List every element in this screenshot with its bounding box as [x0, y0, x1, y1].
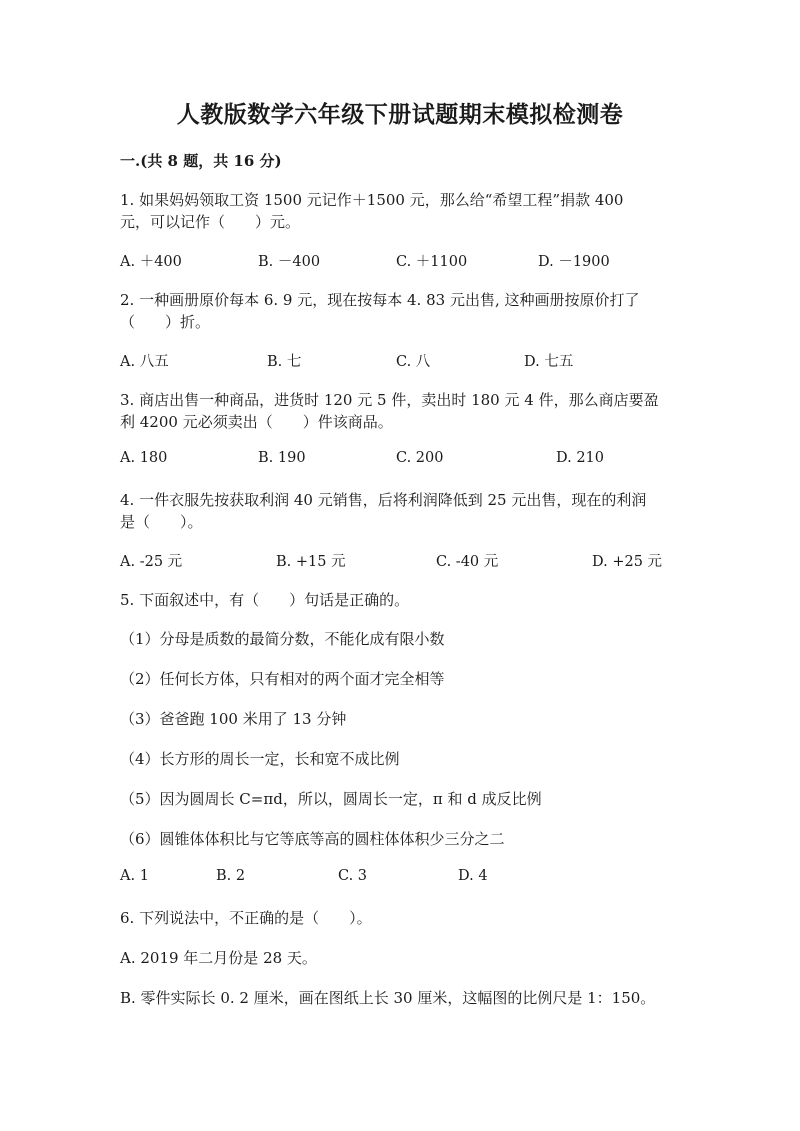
- question-4-line-1: 4. 一件衣服先按获取利润 40 元销售，后将利润降低到 25 元出售，现在的利润: [120, 491, 647, 509]
- question-5-statement-3: （3）爸爸跑 100 米用了 13 分钟: [120, 710, 347, 728]
- question-5-option-c: C. 3: [338, 868, 368, 884]
- question-1-option-d: D. －1900: [538, 254, 610, 270]
- question-1-line-2: 元，可以记作（ ）元。: [120, 213, 301, 231]
- question-6-line-1: 6. 下列说法中，不正确的是（ ）。: [120, 909, 372, 927]
- question-5-statement-1: （1）分母是质数的最简分数，不能化成有限小数: [120, 630, 445, 648]
- question-1-option-c: C. ＋1100: [396, 254, 468, 270]
- question-2-line-1: 2. 一种画册原价每本 6. 9 元，现在按每本 4. 83 元出售, 这种画册按原价打了: [120, 291, 640, 309]
- question-6-option-a: A. 2019 年二月份是 28 天。: [120, 949, 317, 967]
- question-2-line-2: （ ）折。: [120, 313, 211, 331]
- question-4-option-c: C. -40 元: [436, 554, 499, 570]
- question-4-option-b: B. +15 元: [276, 554, 346, 570]
- question-3-option-b: B. 190: [258, 450, 306, 466]
- question-5-statement-6: （6）圆锥体体积比与它等底等高的圆柱体体积少三分之二: [120, 830, 505, 848]
- question-5-statement-2: （2）任何长方体，只有相对的两个面才完全相等: [120, 670, 445, 688]
- question-4-option-a: A. -25 元: [120, 554, 183, 570]
- question-4-option-d: D. +25 元: [592, 554, 663, 570]
- question-1-option-a: A. ＋400: [120, 254, 182, 270]
- question-3-option-d: D. 210: [556, 450, 605, 466]
- question-1-option-b: B. －400: [258, 254, 321, 270]
- question-2-option-b: B. 七: [267, 354, 302, 370]
- question-6-option-b: B. 零件实际长 0. 2 厘米，画在图纸上长 30 厘米，这幅图的比例尺是 1：150。: [120, 989, 656, 1007]
- section-header: 一.(共 8 题，共 16 分): [120, 152, 282, 170]
- question-5-option-d: D. 4: [458, 868, 488, 884]
- question-3-line-2: 利 4200 元必须卖出（ ）件该商品。: [120, 413, 393, 431]
- question-2-option-c: C. 八: [396, 354, 431, 370]
- question-5-option-a: A. 1: [120, 868, 149, 884]
- question-3-line-1: 3. 商店出售一种商品，进货时 120 元 5 件，卖出时 180 元 4 件，那么商店要盈: [120, 391, 659, 409]
- question-4-line-2: 是（ ）。: [120, 513, 203, 531]
- question-5-option-b: B. 2: [216, 868, 246, 884]
- question-5-statement-5: （5）因为圆周长 C=πd，所以，圆周长一定，π 和 d 成反比例: [120, 790, 542, 808]
- question-2-option-d: D. 七五: [524, 354, 574, 370]
- page-title: 人教版数学六年级下册试题期末模拟检测卷: [176, 101, 624, 128]
- question-5-statement-4: （4）长方形的周长一定，长和宽不成比例: [120, 750, 400, 768]
- question-1-line-1: 1. 如果妈妈领取工资 1500 元记作＋1500 元，那么给“希望工程”捐款 400: [120, 191, 624, 209]
- question-2-option-a: A. 八五: [120, 354, 169, 370]
- question-3-option-a: A. 180: [120, 450, 168, 466]
- question-5-line-1: 5. 下面叙述中，有（ ）句话是正确的。: [120, 591, 410, 609]
- question-3-option-c: C. 200: [396, 450, 444, 466]
